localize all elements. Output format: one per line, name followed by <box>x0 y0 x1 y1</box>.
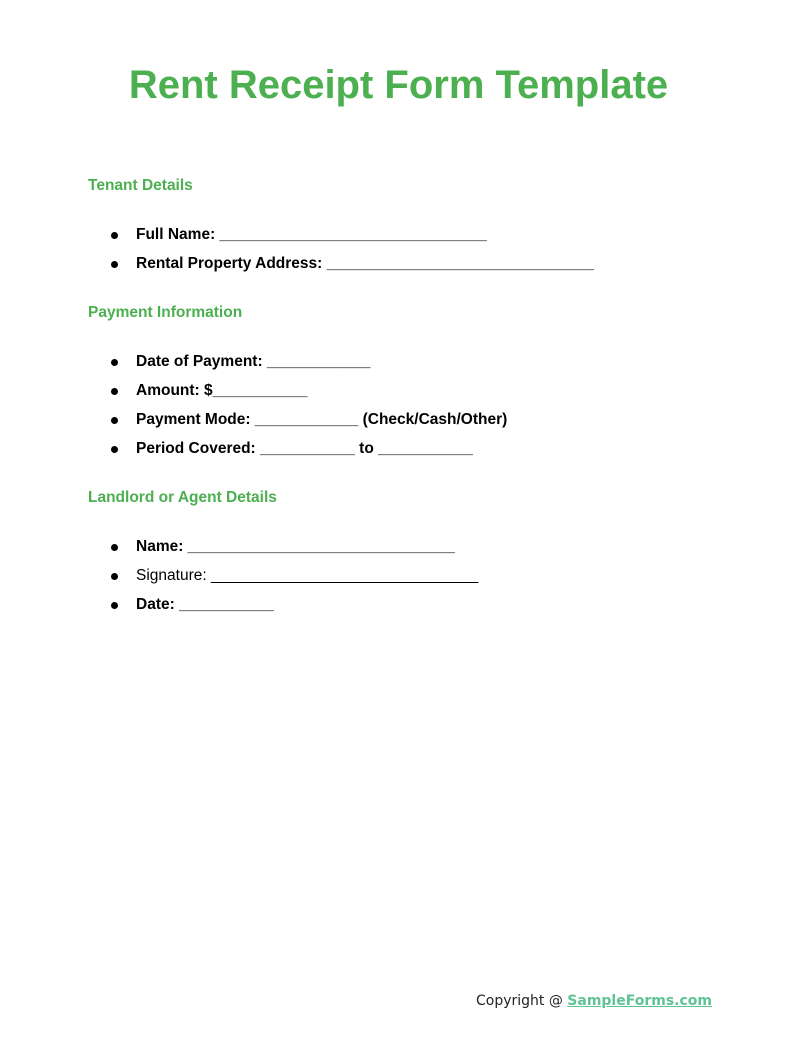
date-field[interactable]: Date: ___________ <box>136 596 274 613</box>
bullet-icon <box>111 261 118 268</box>
landlord-name-field[interactable]: Name: _______________________________ <box>136 538 455 555</box>
bullet-icon <box>111 602 118 609</box>
list-item-amount <box>0 381 308 410</box>
page-title: Rent Receipt Form Template <box>128 63 669 107</box>
full-name-field[interactable]: Full Name: _______________________________ <box>136 226 487 243</box>
rental-property-address-field[interactable]: Rental Property Address: _______________________________ <box>136 255 594 272</box>
payment-information-list <box>0 352 508 468</box>
list-item-date-of-payment <box>0 352 371 381</box>
landlord-agent-details-list <box>0 537 479 624</box>
section-heading-payment-information: Payment Information <box>88 304 243 321</box>
bullet-icon <box>111 417 118 424</box>
list-item-signature <box>0 566 479 595</box>
section-heading-landlord-agent-details: Landlord or Agent Details <box>88 489 277 506</box>
date-of-payment-field[interactable]: Date of Payment: ____________ <box>136 353 371 370</box>
bullet-icon <box>111 573 118 580</box>
bullet-icon <box>111 232 118 239</box>
section-heading-tenant-details: Tenant Details <box>88 177 193 194</box>
list-item-rental-property-address <box>0 254 594 283</box>
period-covered-field[interactable]: Period Covered: ___________ to ___________ <box>136 440 473 457</box>
bullet-icon <box>111 388 118 395</box>
sampleforms-link[interactable]: SampleForms.com <box>567 993 712 1009</box>
list-item-full-name <box>0 225 487 254</box>
bullet-icon <box>111 446 118 453</box>
signature-field[interactable]: Signature: _______________________________ <box>136 567 479 584</box>
list-item-period-covered <box>0 439 473 468</box>
footer-copyright <box>476 991 712 1011</box>
bullet-icon <box>111 359 118 366</box>
list-item-payment-mode <box>0 410 508 439</box>
amount-field[interactable]: Amount: $___________ <box>136 382 308 399</box>
list-item-landlord-name <box>0 537 455 566</box>
copyright-text: Copyright @ <box>475 993 568 1009</box>
tenant-details-list <box>0 225 594 283</box>
payment-mode-field[interactable]: Payment Mode: ____________ (Check/Cash/Other) <box>136 411 508 428</box>
bullet-icon <box>111 544 118 551</box>
list-item-date <box>0 595 274 624</box>
